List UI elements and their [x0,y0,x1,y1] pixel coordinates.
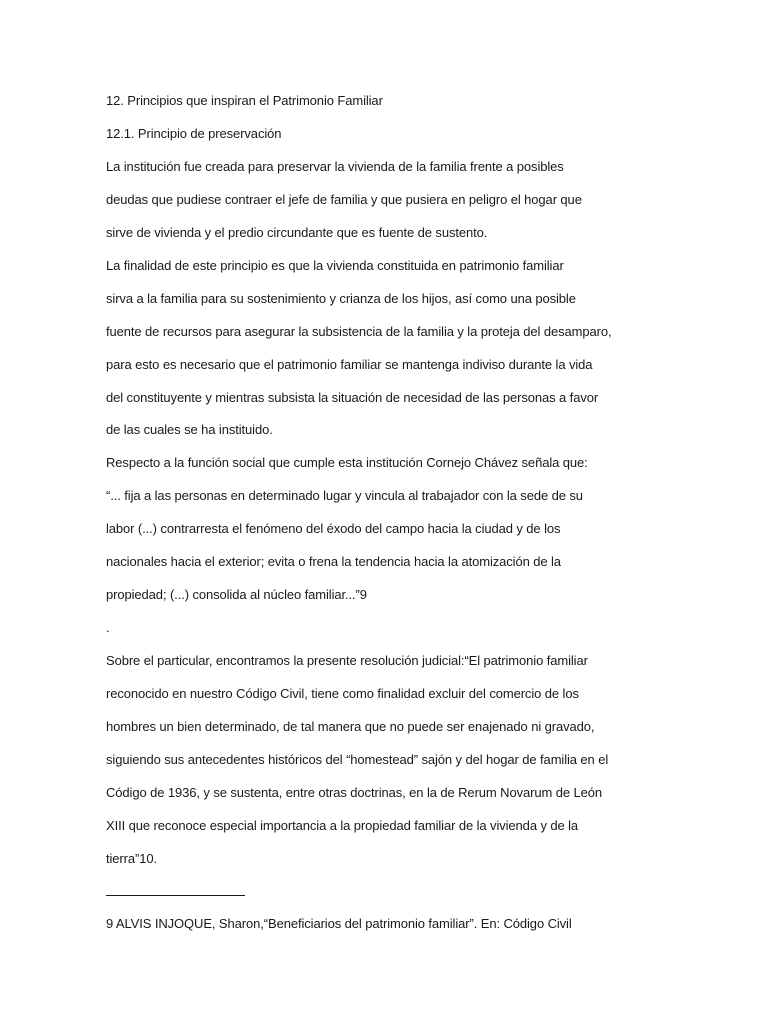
body-line: Respecto a la función social que cumple esta institución Cornejo Chávez señala que: [106,455,588,470]
stray-period: . [106,620,110,635]
body-line: hombres un bien determinado, de tal manera que no puede ser enajenado ni gravado, [106,719,595,734]
quote-line: propiedad; (...) consolida al núcleo familiar...”9 [106,587,367,602]
body-line: fuente de recursos para asegurar la subsistencia de la familia y la proteja del desamparo, [106,324,612,339]
footnote-separator [106,895,245,896]
body-line: sirve de vivienda y el predio circundante que es fuente de sustento. [106,225,488,240]
body-line: La finalidad de este principio es que la vivienda constituida en patrimonio familiar [106,258,564,273]
footnote-text: 9 ALVIS INJOQUE, Sharon,“Beneficiarios del patrimonio familiar”. En: Código Civil [106,916,572,931]
quote-line: nacionales hacia el exterior; evita o frena la tendencia hacia la atomización de la [106,554,561,569]
body-line: tierra”10. [106,851,158,866]
section-heading: 12. Principios que inspiran el Patrimonio Familiar [106,93,383,108]
body-line: La institución fue creada para preservar la vivienda de la familia frente a posibles [106,159,564,174]
body-line: para esto es necesario que el patrimonio familiar se mantenga indiviso durante la vida [106,357,593,372]
body-line: Sobre el particular, encontramos la presente resolución judicial:“El patrimonio familiar [106,653,588,668]
body-line: de las cuales se ha instituido. [106,422,273,437]
body-line: siguiendo sus antecedentes históricos del “homestead” sajón y del hogar de familia en el [106,752,609,767]
quote-line: labor (...) contrarresta el fenómeno del éxodo del campo hacia la ciudad y de los [106,521,561,536]
body-line: del constituyente y mientras subsista la situación de necesidad de las personas a favor [106,390,599,405]
body-line: Código de 1936, y se sustenta, entre otras doctrinas, en la de Rerum Novarum de León [106,785,603,800]
body-line: XIII que reconoce especial importancia a la propiedad familiar de la vivienda y de la [106,818,579,833]
body-line: deudas que pudiese contraer el jefe de familia y que pusiera en peligro el hogar que [106,192,582,207]
subsection-heading: 12.1. Principio de preservación [106,126,282,141]
body-line: sirva a la familia para su sostenimiento y crianza de los hijos, así como una posible [106,291,576,306]
quote-line: “... fija a las personas en determinado lugar y vincula al trabajador con la sede de su [106,488,583,503]
body-line: reconocido en nuestro Código Civil, tiene como finalidad excluir del comercio de los [106,686,579,701]
